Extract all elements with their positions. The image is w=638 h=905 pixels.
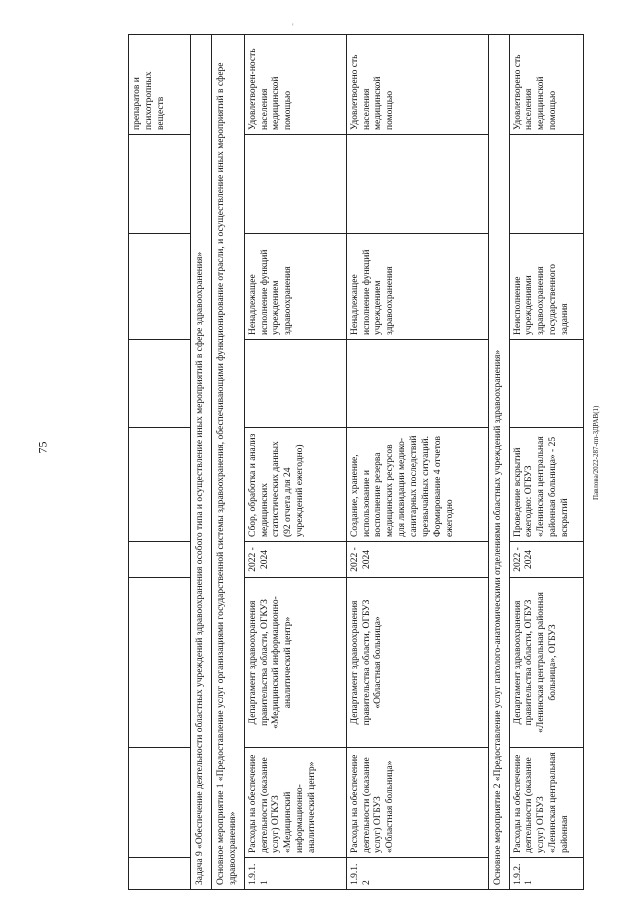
row-indicator: Удовлетворено сть населения медицинской помощью xyxy=(509,35,583,135)
cell-empty xyxy=(129,340,191,428)
table-row-continued xyxy=(129,35,191,890)
document-code: Павлова/2022-287-пп-ЗДРАВ(1) xyxy=(592,405,600,500)
row-empty xyxy=(244,135,346,234)
cell-empty xyxy=(129,135,191,234)
cell-continued-indicator: препаратов и психотропных веществ xyxy=(129,35,191,135)
row-result: Сбор, обработка и анализ медицинских статистических данных (92 отчета для 24 учреждений ежегодно) xyxy=(244,428,346,542)
scan-mark: ' xyxy=(292,22,294,32)
event-1-title: Основное мероприятие 1 «Предоставление услуг организациями государственной системы здравоохранения, обеспечивающими функционирование отрасли, и осуществление иных мероприятий в сфере здравоохранения» xyxy=(211,35,244,890)
row-period: 2022 - 2024 xyxy=(244,542,346,578)
rotated-table-container xyxy=(128,35,588,890)
row-risk: Неисполнение учреждениями здравоохранения государственного задания xyxy=(509,234,583,340)
table-row xyxy=(509,35,583,890)
cell-empty xyxy=(129,748,191,858)
cell-empty xyxy=(129,542,191,578)
row-empty xyxy=(346,135,488,234)
page-number: 75 xyxy=(35,441,50,454)
row-empty xyxy=(244,340,346,428)
row-executor: Департамент здравоохранения правительства области, ОГКУЗ «Медицинский информационно-аналитический центр» xyxy=(244,578,346,748)
row-empty xyxy=(509,340,583,428)
cell-empty xyxy=(129,234,191,340)
row-indicator: Удовлетворен-ность населения медицинской помощью xyxy=(244,35,346,135)
event-row xyxy=(488,35,509,890)
row-number: 1.9.1.2 xyxy=(346,858,488,890)
row-risk: Ненадлежащее исполнение функций учреждением здравоохранения xyxy=(244,234,346,340)
row-indicator: Удовлетворено сть населения медицинской помощью xyxy=(346,35,488,135)
event-row xyxy=(211,35,244,890)
cell-empty xyxy=(129,578,191,748)
row-result: Проведение вскрытий ежегодно: ОГБУЗ «Ленинская центральная районная больница» - 25 вскрытий xyxy=(509,428,583,542)
row-name: Расходы на обеспечение деятельности (оказание услуг) ОГБУЗ «Ленинская центральная районная xyxy=(509,748,583,858)
cell-empty xyxy=(129,428,191,542)
row-period: 2022 - 2024 xyxy=(346,542,488,578)
row-risk: Ненадлежащее исполнение функций учреждением здравоохранения xyxy=(346,234,488,340)
table-row xyxy=(244,35,346,890)
row-name: Расходы на обеспечение деятельности (оказание услуг) ОГКУЗ «Медицинский информационно-аналитический центр» xyxy=(244,748,346,858)
row-executor: Департамент здравоохранения правительства области, ОГБУЗ «Областная больница» xyxy=(346,578,488,748)
row-name: Расходы на обеспечение деятельности (оказание услуг) ОГБУЗ «Областная больница» xyxy=(346,748,488,858)
row-empty xyxy=(509,135,583,234)
row-result: Создание, хранение, использование и восполнение резерва медицинских ресурсов для ликвидации медико-санитарных последствий чрезвычайных ситуаций. Формирование 4 отчетов ежегодно xyxy=(346,428,488,542)
program-table xyxy=(128,34,584,890)
task-9-title: Задача 9 «Обеспечение деятельности областных учреждений здравоохранения особого типа и осуществление иных мероприятий в сфере здравоохранения» xyxy=(191,35,212,890)
table-row xyxy=(346,35,488,890)
row-number: 1.9.1.1 xyxy=(244,858,346,890)
row-empty xyxy=(346,340,488,428)
task-row xyxy=(191,35,212,890)
row-number: 1.9.2.1 xyxy=(509,858,583,890)
cell-empty xyxy=(129,858,191,890)
event-2-title: Основное мероприятие 2 «Предоставление услуг патолого-анатомическими отделениями областных учреждений здравоохранения» xyxy=(488,35,509,890)
row-period: 2022 - 2024 xyxy=(509,542,583,578)
row-executor: Департамент здравоохранения правительства области, ОГБУЗ «Ленинская центральная районная больница», ОГБУЗ xyxy=(509,578,583,748)
